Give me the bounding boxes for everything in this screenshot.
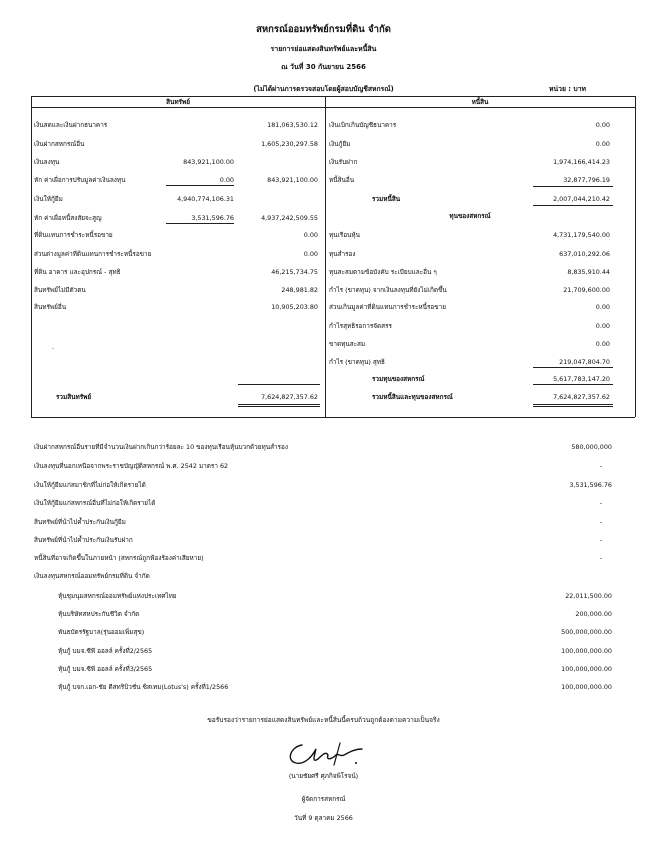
liability-label: เงินรับฝาก (329, 158, 358, 166)
asset-label: สินทรัพย์อื่น (34, 303, 67, 311)
asset-amount: 4,937,242,509.55 (261, 214, 318, 222)
investment-amount: 100,000,000.00 (561, 647, 612, 655)
asset-amount: 248,981.82 (281, 286, 318, 294)
equity-label: ทุนเรือนหุ้น (329, 231, 360, 239)
equity-amount: 0.00 (595, 322, 610, 330)
investment-amount: 100,000,000.00 (561, 665, 612, 673)
note-label: สินทรัพย์ที่นำไปค้ำประกันเงินกู้ยืม (34, 518, 126, 526)
asset-amount: 0.00 (303, 231, 318, 239)
equity-label: ทุนสะสมตามข้อบังคับ ระเบียบและอื่น ๆ (329, 268, 437, 276)
equity-label: ทุนสำรอง (329, 250, 356, 258)
grand-total-amount: 7,624,827,357.62 (553, 393, 610, 401)
investment-label: หุ้นบริษัทสหประกันชีวิต จำกัด (58, 610, 140, 618)
asset-amount: 0.00 (303, 250, 318, 258)
signatory-name: (นายชัยศรี ศุภกิจพิโรจน์) (288, 772, 359, 780)
investment-amount: 500,000,000.00 (561, 628, 612, 636)
investment-amount: 200,000.00 (575, 610, 612, 618)
note-label: สินทรัพย์ที่นำไปค้ำประกันเงินรับฝาก (34, 536, 133, 544)
signatory-date: วันที่ 9 ตุลาคม 2566 (294, 814, 353, 822)
equity-label: ส่วนเกินมูลค่าที่ดินแทนการชำระหนี้รอขาย (329, 303, 446, 311)
investment-label: หุ้นชุมนุมสหกรณ์ออมทรัพย์แห่งประเทศไทย (58, 592, 177, 600)
investment-label: หุ้นกู้ บมจ.ซีพี ออลล์ ครั้งที่3/2565 (58, 665, 153, 673)
equity-label: กำไร (ขาดทุน) สุทธิ (329, 358, 385, 366)
report-date: ณ วันที่ 30 กันยายน 2566 (281, 63, 366, 71)
equity-label: กำไรสุทธิรอการจัดสรร (329, 322, 392, 330)
note-amount: - (599, 499, 602, 507)
equity-label: ขาดทุนสะสม (329, 340, 366, 348)
asset-label: ส่วนต่างมูลค่าที่ดินแทนการชำระหนี้รอขาย (34, 250, 152, 258)
total-liabilities-amount: 2,007,044,210.42 (553, 195, 610, 203)
asset-amount: 1,605,230,297.58 (261, 140, 318, 148)
liabilities-heading: หนี้สิน (471, 98, 489, 106)
total-liabilities-label: รวมหนี้สิน (372, 195, 401, 203)
note-amount: - (599, 554, 602, 562)
note-amount: - (599, 518, 602, 526)
equity-heading: ทุนของสหกรณ์ (449, 212, 491, 220)
total-equity-amount: 5,617,783,147.20 (553, 375, 610, 383)
equity-label: กำไร (ขาดทุน) จากเงินลงทุนที่ยังไม่เกิดขึ้น (329, 286, 447, 294)
asset-amount: 843,921,100.00 (267, 176, 318, 184)
audit-note: (ไม่ได้ผ่านการตรวจสอบโดยผู้สอบบัญชีสหกรณ์) (253, 85, 394, 93)
note-amount: - (599, 462, 602, 470)
grand-total-label: รวมหนี้สินและทุนของสหกรณ์ (372, 393, 453, 401)
signatory-position: ผู้จัดการสหกรณ์ (301, 795, 346, 803)
total-equity-label: รวมทุนของสหกรณ์ (372, 375, 425, 383)
dash-marker: . (52, 343, 55, 351)
asset-label: ที่ดิน อาคาร และอุปกรณ์ - สุทธิ (34, 268, 121, 276)
asset-label: สินทรัพย์ไม่มีตัวตน (34, 286, 86, 294)
certification-text: ขอรับรองว่ารายการย่อแสดงสินทรัพย์และหนี้สินนี้ครบถ้วนถูกต้องตามความเป็นจริง (207, 716, 440, 724)
liability-amount: 0.00 (595, 140, 610, 148)
note-label: เงินฝากสหกรณ์อื่นรายที่มีจำนวนเงินฝากเกินกว่าร้อยละ 10 ของทุนเรือนหุ้นบวกด้วยทุนสำรอง (34, 443, 288, 451)
asset-label: เงินฝากสหกรณ์อื่น (34, 140, 85, 148)
asset-label: ที่ดินแทนการชำระหนี้รอขาย (34, 231, 113, 239)
investment-label: หุ้นกู้ บมจ.ซีพี ออลล์ ครั้งที่2/2565 (58, 647, 153, 655)
equity-amount: 637,010,292.06 (559, 250, 610, 258)
liability-amount: 32,877,796.19 (563, 176, 610, 184)
total-assets-label: รวมสินทรัพย์ (56, 393, 92, 401)
unit-label: หน่วย : บาท (549, 85, 586, 93)
equity-amount: 4,731,179,540.00 (553, 231, 610, 239)
investment-amount: 22,011,500.00 (565, 592, 612, 600)
asset-amount: 10,905,203.80 (271, 303, 318, 311)
note-amount: 3,531,596.76 (569, 481, 612, 489)
asset-sub-amount: 0.00 (219, 176, 234, 184)
liability-amount: 0.00 (595, 121, 610, 129)
asset-sub-amount: 3,531,596.76 (191, 214, 234, 222)
liability-label: เงินกู้ยืม (329, 140, 351, 148)
liability-amount: 1,974,166,414.23 (553, 158, 610, 166)
asset-label: เงินลงทุน (34, 158, 60, 166)
asset-sub-amount: 843,921,100.00 (183, 158, 234, 166)
document-title: สหกรณ์ออมทรัพย์กรมที่ดิน จำกัด (256, 24, 391, 35)
asset-label: หัก ค่าเผื่อการปรับมูลค่าเงินลงทุน (34, 176, 126, 184)
liability-label: เงินเบิกเกินบัญชีธนาคาร (329, 121, 397, 129)
note-amount: 580,000,000 (571, 443, 612, 451)
signature (282, 735, 372, 773)
document-subtitle: รายการย่อแสดงสินทรัพย์และหนี้สิน (270, 45, 377, 53)
liability-label: หนี้สินอื่น (329, 176, 355, 184)
asset-label: หัก ค่าเผื่อหนี้สงสัยจะสูญ (34, 214, 102, 222)
note-amount: - (599, 536, 602, 544)
note-label: หนี้สินที่อาจเกิดขึ้นในภายหน้า (สหกรณ์ถูกฟ้องร้องค่าเสียหาย) (34, 554, 204, 562)
equity-amount: 21,709,600.00 (563, 286, 610, 294)
note-label: เงินลงทุนที่นอกเหนือจากพระราชบัญญัติสหกรณ์ พ.ศ. 2542 มาตรา 62 (34, 462, 229, 470)
note-label: เงินให้กู้ยืมแก่สมาชิกที่ไม่ก่อให้เกิดรายได้ (34, 481, 146, 489)
investments-heading: เงินลงทุนสหกรณ์ออมทรัพย์กรมที่ดิน จำกัด (34, 572, 150, 580)
investment-label: หุ้นกู้ บจก.เอก-ชัย ดีสทริบิวชั่น ซิสเทม(Lotus's) ครั้งที่1/2566 (58, 683, 229, 691)
equity-amount: 0.00 (595, 303, 610, 311)
note-label: เงินให้กู้ยืมแก่สหกรณ์อื่นที่ไม่ก่อให้เกิดรายได้ (34, 499, 156, 507)
asset-sub-amount: 4,940,774,106.31 (177, 195, 234, 203)
equity-amount: 8,835,910.44 (567, 268, 610, 276)
asset-amount: 181,063,530.12 (267, 121, 318, 129)
total-assets-amount: 7,624,827,357.62 (261, 393, 318, 401)
asset-label: เงินให้กู้ยืม (34, 195, 63, 203)
assets-heading: สินทรัพย์ (166, 98, 190, 106)
investment-amount: 100,000,000.00 (561, 683, 612, 691)
equity-amount: 0.00 (595, 340, 610, 348)
investment-label: พันธบัตรรัฐบาล(รุ่นออมเพิ่มสุข) (58, 628, 145, 636)
asset-amount: 46,215,734.75 (271, 268, 318, 276)
equity-amount: 219,047,804.70 (559, 358, 610, 366)
asset-label: เงินสดและเงินฝากธนาคาร (34, 121, 108, 129)
